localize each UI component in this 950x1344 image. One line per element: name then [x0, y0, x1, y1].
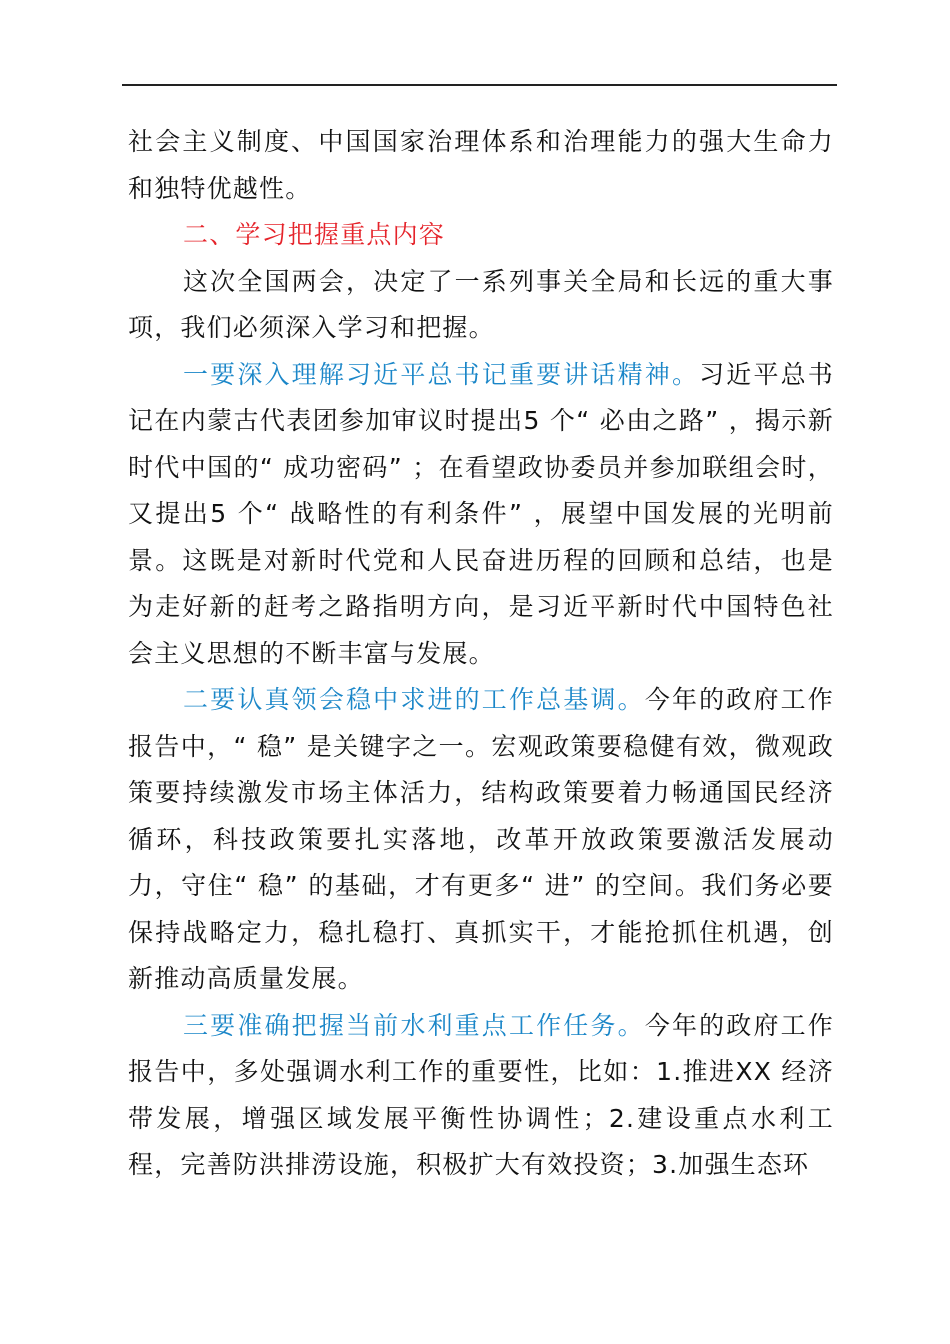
paragraph-item-1	[128, 352, 834, 678]
paragraph-intro: 这次全国两会，决定了一系列事关全局和长远的重大事项，我们必须深入学习和把握。	[128, 266, 834, 342]
item-1-lead: 一要深入理解习近平总书记重要讲话精神。	[183, 359, 700, 389]
item-2-lead: 二要认真领会稳中求进的工作总基调。	[183, 685, 645, 714]
paragraph-item-3	[128, 1003, 834, 1189]
paragraph-item-2	[128, 677, 834, 1003]
header-rule	[122, 84, 837, 86]
item-1-body: 习近平总书记在内蒙古代表团参加审议时提出5 个“ 必由之路” ，揭示新时代中国的“ 成功密码” ；在看望政协委员并参加联组会时，又提出5 个“ 战略性的有利条件” ，展望中国发展的光明前景。这既是对新时代党和人民奋进历程的回顾和总结，也是为走好新的赶考之路指明方向，是习近平新时代中国特色社会主义思想的不断丰富与发展。	[128, 359, 834, 668]
item-3-body: 今年的政府工作报告中，多处强调水利工作的重要性，比如：1.推进XX 经济带发展，增强区域发展平衡性协调性；2.建设重点水利工程，完善防洪排涝设施，积极扩大有效投资；3.加强生态环	[128, 1010, 835, 1179]
item-2-body: 今年的政府工作报告中，“ 稳” 是关键字之一。宏观政策要稳健有效，微观政策要持续激发市场主体活力，结构政策要着力畅通国民经济循环，科技政策要扎实落地，改革开放政策要激活发展动力，守住“ 稳” 的基础，才有更多“ 进” 的空间。我们务必要保持战略定力，稳扎稳打、真抓实干，才能抢抓住机遇，创新推动高质量发展。	[128, 685, 835, 993]
section-heading: 二、学习把握重点内容	[183, 220, 446, 249]
paragraph-continuation: 社会主义制度、中国国家治理体系和治理能力的强大生命力和独特优越性。	[128, 127, 834, 203]
item-3-lead: 三要准确把握当前水利重点工作任务。	[183, 1010, 645, 1040]
document-body	[128, 119, 834, 1189]
